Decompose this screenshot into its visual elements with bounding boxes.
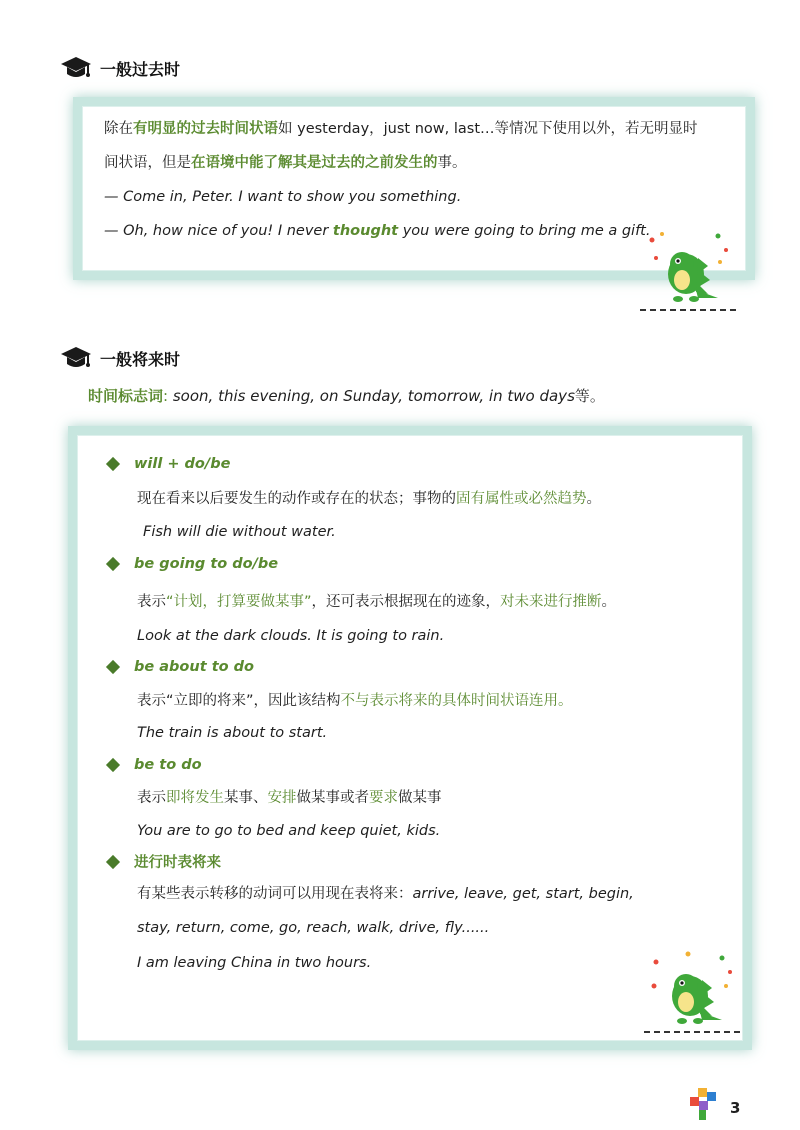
example-sentence-1: — Come in, Peter. I want to show you something. xyxy=(104,189,462,205)
text: you were going to bring me a gift. xyxy=(398,223,651,239)
dinosaur-icon xyxy=(638,228,742,314)
text: 现在看来以后要发生的动作或存在的状态；事物的 xyxy=(137,491,456,507)
bullet-be-to-do xyxy=(108,757,202,773)
highlight-text: 在语境中能了解其是过去的之前发生的 xyxy=(191,155,438,171)
highlight-text: 要求 xyxy=(369,790,398,806)
graduation-cap-icon xyxy=(60,55,92,81)
text: 如 yesterday，just now, last…等情况下使用以外，若无明显时 xyxy=(278,121,698,137)
text: 表示 xyxy=(137,790,166,806)
highlight-text: 对未来进行推断 xyxy=(500,594,602,610)
diamond-bullet-icon xyxy=(106,457,120,471)
bullet-heading: be to do xyxy=(134,757,202,773)
highlight-text: 安排 xyxy=(267,790,297,806)
page-number: 3 xyxy=(730,1099,741,1117)
section1-para-line2 xyxy=(104,146,744,180)
example-sentence: I am leaving China in two hours. xyxy=(137,955,372,971)
highlight-text: 固有属性或必然趋势 xyxy=(456,491,587,507)
text: ，还可表示根据现在的迹象， xyxy=(311,594,501,610)
text: 有某些表示转移的动词可以用现在表将来： xyxy=(137,886,413,902)
bullet-heading: will + do/be xyxy=(134,456,231,472)
colon: : xyxy=(163,387,169,405)
text: 间状语，但是 xyxy=(104,155,191,171)
bullet-desc xyxy=(137,781,442,815)
verb-list-continued: stay, return, come, go, reach, walk, drive, fly...... xyxy=(137,920,490,936)
bullet-desc xyxy=(137,585,616,619)
bullet-desc xyxy=(137,684,573,718)
bullet-heading: be about to do xyxy=(134,659,254,675)
text: 。 xyxy=(586,491,601,507)
bullet-heading: be going to do/be xyxy=(134,556,279,572)
time-markers-line xyxy=(88,385,605,406)
text: 。 xyxy=(601,594,617,610)
bullet-will xyxy=(108,456,230,472)
diamond-bullet-icon xyxy=(106,557,120,571)
text: 表示 xyxy=(137,594,166,610)
example-sentence: Look at the dark clouds. It is going to rain. xyxy=(137,628,445,644)
highlight-text: thought xyxy=(332,223,399,239)
section2-header xyxy=(60,345,180,371)
text: 某事、 xyxy=(224,790,268,806)
section1-para-line1 xyxy=(104,112,744,146)
example-sentence: Fish will die without water. xyxy=(143,524,336,540)
text: 做某事或者 xyxy=(296,790,369,806)
verb-list: arrive, leave, get, start, begin, xyxy=(412,886,634,902)
section1-header xyxy=(60,55,180,81)
section2-title: 一般将来时 xyxy=(100,349,181,369)
highlight-text: 即将发生 xyxy=(166,790,224,806)
bullet-desc xyxy=(137,877,634,911)
bullet-heading: 进行时表将来 xyxy=(134,855,221,871)
text: 表示“立即的将来”，因此该结构 xyxy=(137,693,341,709)
text: 事。 xyxy=(437,155,467,171)
diamond-bullet-icon xyxy=(106,758,120,772)
time-markers-label: 时间标志词 xyxy=(88,387,164,405)
section1-title: 一般过去时 xyxy=(100,59,181,79)
bullet-be-about-to xyxy=(108,659,254,675)
dinosaur-icon xyxy=(642,950,746,1036)
diamond-bullet-icon xyxy=(106,660,120,674)
highlight-text: 不与表示将来的具体时间状语连用。 xyxy=(340,693,573,709)
text: 做某事 xyxy=(398,790,442,806)
text: — Oh, how nice of you! I never xyxy=(104,223,333,239)
text: 等。 xyxy=(574,387,605,405)
bullet-be-going-to xyxy=(108,556,278,572)
diamond-bullet-icon xyxy=(106,854,120,868)
highlight-text: 有明显的过去时间状语 xyxy=(133,121,278,137)
graduation-cap-icon xyxy=(60,345,92,371)
highlight-text: “计划，打算要做某事” xyxy=(166,594,312,610)
text: 除在 xyxy=(104,121,133,137)
bullet-progressive-future xyxy=(108,851,221,872)
bullet-desc xyxy=(137,482,601,516)
logo-icon xyxy=(690,1088,720,1124)
example-sentence: You are to go to bed and keep quiet, kids. xyxy=(137,823,441,839)
time-markers-words: soon, this evening, on Sunday, tomorrow, in two days xyxy=(172,387,575,405)
example-sentence: The train is about to start. xyxy=(137,725,328,741)
